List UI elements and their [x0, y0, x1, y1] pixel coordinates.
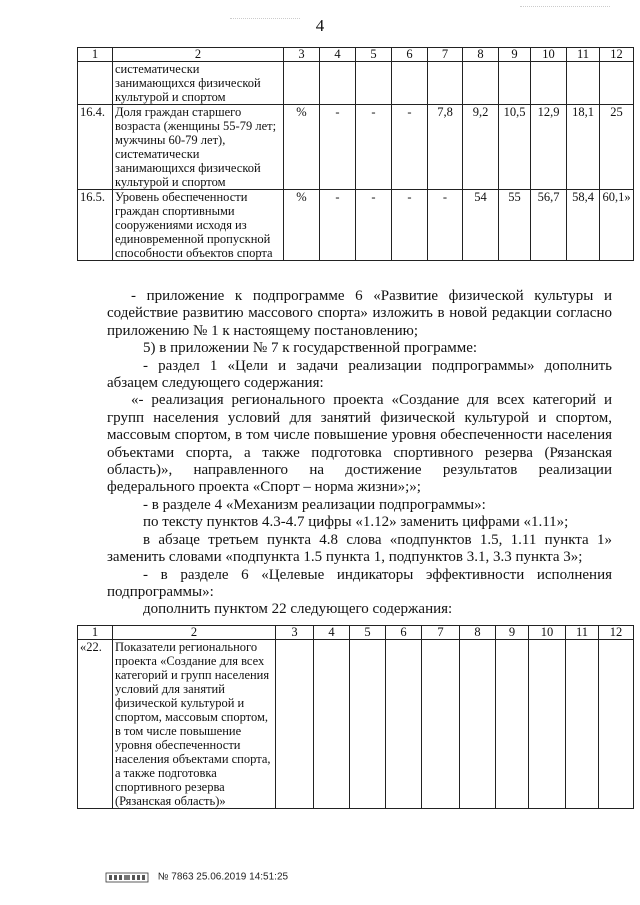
indicator-value [566, 640, 599, 809]
indicator-value [314, 640, 350, 809]
unit [276, 640, 314, 809]
document-footer [105, 870, 288, 884]
paragraph: - в разделе 4 «Механизм реализации подпрограммы»: [143, 496, 486, 513]
indicator-value [422, 640, 460, 809]
table-body [78, 48, 634, 261]
column-header: 3 [276, 626, 314, 640]
table-row [78, 640, 634, 809]
indicator-value [499, 62, 531, 105]
column-header: 9 [496, 626, 529, 640]
row-number [78, 62, 113, 105]
indicators-table-top [77, 47, 634, 261]
paragraph: - в разделе 6 «Целевые индикаторы эффективности исполнения подпрограммы»: [107, 566, 612, 600]
column-header: 6 [386, 626, 422, 640]
column-header: 2 [113, 626, 276, 640]
row-number: 16.4. [78, 105, 113, 190]
column-header: 1 [78, 48, 113, 62]
column-header: 5 [356, 48, 392, 62]
indicator-value [599, 640, 634, 809]
indicator-value: - [356, 190, 392, 261]
indicator-value [356, 62, 392, 105]
indicator-value: 56,7 [531, 190, 567, 261]
column-header: 8 [460, 626, 496, 640]
column-header: 1 [78, 626, 113, 640]
column-header: 10 [529, 626, 566, 640]
indicator-value [600, 62, 634, 105]
indicator-value: 7,8 [428, 105, 463, 190]
indicator-name: Уровень обеспеченности граждан спортивными сооружениями исходя из единовременной пропускной способности объектов спорта [113, 190, 284, 261]
column-header: 2 [113, 48, 284, 62]
indicator-name: Доля граждан старшего возраста (женщины 55-79 лет; мужчины 60-79 лет), систематически занимающихся физической культурой и спортом [113, 105, 284, 190]
indicator-value: 9,2 [463, 105, 499, 190]
registry-stamp-icon [105, 870, 149, 884]
paragraph: 5) в приложении № 7 к государственной программе: [143, 340, 478, 357]
paragraph: дополнить пунктом 22 следующего содержания: [143, 601, 453, 618]
column-header: 12 [599, 626, 634, 640]
column-header: 3 [284, 48, 320, 62]
unit: % [284, 190, 320, 261]
scan-artifact [520, 6, 610, 7]
indicator-name: Показатели регионального проекта «Создание для всех категорий и групп населения условий для занятий физической культурой и спортом, массовым спортом, в том числе повышение уровня обеспеченности населения объектами спорта, а также подготовка спортивного резерва (Рязанская область)» [113, 640, 276, 809]
column-header: 8 [463, 48, 499, 62]
column-header: 9 [499, 48, 531, 62]
paragraph: по тексту пунктов 4.3-4.7 цифры «1.12» заменить цифрами «1.11»; [143, 514, 569, 531]
unit [284, 62, 320, 105]
indicator-value: - [392, 105, 428, 190]
table-row [78, 62, 634, 105]
column-header: 10 [531, 48, 567, 62]
column-header: 12 [600, 48, 634, 62]
column-header: 6 [392, 48, 428, 62]
column-header: 7 [422, 626, 460, 640]
indicator-value: 10,5 [499, 105, 531, 190]
page-number: 4 [315, 16, 325, 35]
row-number: 16.5. [78, 190, 113, 261]
indicator-value: 18,1 [567, 105, 600, 190]
footer-registration: № 7863 25.06.2019 14:51:25 [157, 871, 289, 883]
column-header: 11 [566, 626, 599, 640]
indicator-value: - [392, 190, 428, 261]
table-row [78, 105, 634, 190]
indicator-value: 58,4 [567, 190, 600, 261]
scan-artifact [230, 18, 300, 19]
indicator-value [567, 62, 600, 105]
indicator-value: - [356, 105, 392, 190]
indicator-value [529, 640, 566, 809]
indicator-value: 25 [600, 105, 634, 190]
table-header-row [78, 626, 634, 640]
unit: % [284, 105, 320, 190]
column-header: 11 [567, 48, 600, 62]
paragraph: - раздел 1 «Цели и задачи реализации подпрограммы» дополнить абзацем следующего содержания: [107, 357, 612, 392]
table-row [78, 190, 634, 261]
indicator-value: 12,9 [531, 105, 567, 190]
indicator-value: 55 [499, 190, 531, 261]
table-body [78, 626, 634, 809]
row-number: «22. [78, 640, 113, 809]
indicator-value [463, 62, 499, 105]
indicator-value: - [428, 190, 463, 261]
indicator-value [428, 62, 463, 105]
column-header: 7 [428, 48, 463, 62]
paragraph: - приложение к подпрограмме 6 «Развитие физической культуры и содействие развитию массового спорта» изложить в новой редакции согласно приложению № 1 к настоящему постановлению; [107, 288, 612, 339]
indicator-value [350, 640, 386, 809]
indicator-value [531, 62, 567, 105]
indicator-value [392, 62, 428, 105]
column-header: 4 [314, 626, 350, 640]
column-header: 4 [320, 48, 356, 62]
indicator-value: 54 [463, 190, 499, 261]
indicator-name: систематически занимающихся физической культурой и спортом [113, 62, 284, 105]
indicator-value [496, 640, 529, 809]
paragraph: «- реализация регионального проекта «Создание для всех категорий и групп населения условий для занятий физической культурой и спортом, массовым спортом, в том числе повышение уровня обеспеченности населения объектами спорта, а также подготовка спортивного резерва (Рязанская область)», направленного на достижение результатов реализации федерального проекта «Спорт – норма жизни»;»; [107, 392, 612, 496]
indicators-table-bottom [77, 625, 634, 809]
indicator-value: - [320, 190, 356, 261]
indicator-value: - [320, 105, 356, 190]
paragraph: в абзаце третьем пункта 4.8 слова «подпунктов 1.5, 1.11 пункта 1» заменить словами «подпункта 1.5 пункта 1, подпунктов 3.1, 3.3 пункта 3»; [107, 531, 612, 566]
indicator-value [386, 640, 422, 809]
column-header: 5 [350, 626, 386, 640]
indicator-value: 60,1» [600, 190, 634, 261]
table-header-row [78, 48, 634, 62]
document-body [107, 288, 612, 619]
indicator-value [460, 640, 496, 809]
indicator-value [320, 62, 356, 105]
